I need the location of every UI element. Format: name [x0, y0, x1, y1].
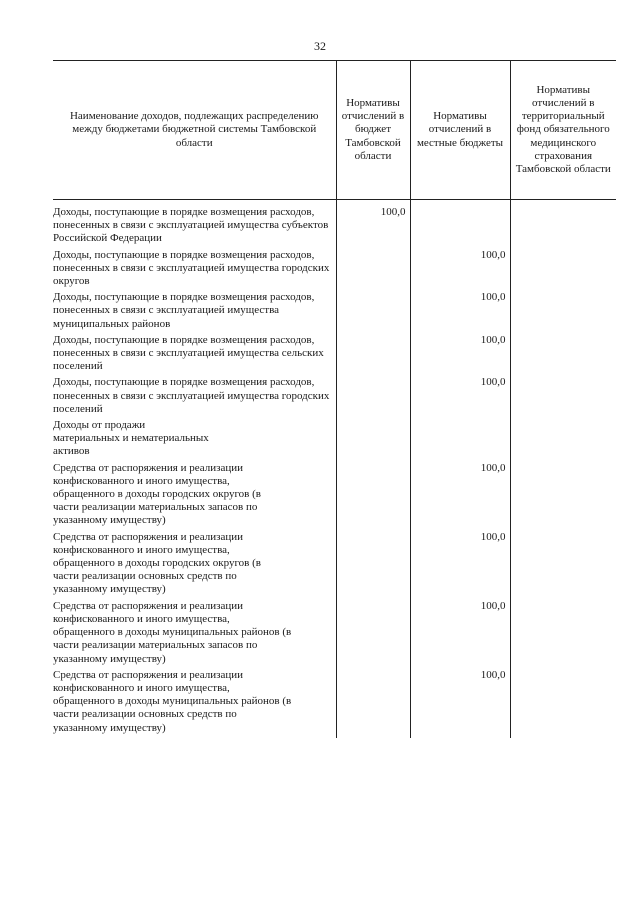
fund-value [510, 419, 616, 462]
regional-value [336, 334, 410, 377]
table-row [53, 462, 616, 531]
revenue-name: Доходы, поступающие в порядке возмещения расходов, понесенных в связи с эксплуатацией имущества городских округов [53, 248, 330, 288]
revenue-name: Средства от распоряжения и реализации конфискованного и иного имущества, обращенного в доходы городских округов (в части реализации материальных запасов по указанному имуществу) [53, 461, 261, 527]
regional-value [336, 462, 410, 531]
header-regional-budget: Нормативы отчислений в бюджет Тамбовской области [336, 61, 410, 200]
regional-value [336, 531, 410, 600]
local-value: 100,0 [410, 462, 510, 531]
revenue-name: Доходы, поступающие в порядке возмещения расходов, понесенных в связи с эксплуатацией имущества муниципальных районов [53, 291, 315, 330]
regional-value [336, 249, 410, 292]
local-value [410, 419, 510, 462]
local-value: 100,0 [410, 334, 510, 377]
fund-value [510, 249, 616, 292]
revenue-name: Средства от распоряжения и реализации конфискованного и иного имущества, обращенного в доходы муниципальных районов (в части реализации основных средств по указанному имуществу) [53, 668, 292, 734]
local-value: 100,0 [410, 669, 510, 738]
fund-value [510, 376, 616, 419]
regional-value [336, 291, 410, 334]
fund-value [510, 600, 616, 669]
revenue-name: Средства от распоряжения и реализации конфискованного и иного имущества, обращенного в доходы муниципальных районов (в части реализации материальных запасов по указанному имуществу) [53, 599, 292, 665]
table-row [53, 531, 616, 600]
regional-value [336, 376, 410, 419]
fund-value [510, 669, 616, 738]
regional-value [336, 669, 410, 738]
local-value: 100,0 [410, 376, 510, 419]
local-value: 100,0 [410, 600, 510, 669]
table-row [53, 249, 616, 292]
revenue-name: Средства от распоряжения и реализации конфискованного и иного имущества, обращенного в доходы городских округов (в части реализации основных средств по указанному имуществу) [53, 530, 261, 596]
header-revenue-name: Наименование доходов, подлежащих распределению между бюджетами бюджетной системы Тамбовской области [53, 61, 336, 200]
revenue-name: Доходы, поступающие в порядке возмещения расходов, понесенных в связи с эксплуатацией имущества субъектов Российской Федерации [53, 206, 329, 245]
local-value: 100,0 [410, 291, 510, 334]
page-number: 32 [314, 39, 326, 53]
regional-value [336, 600, 410, 669]
table-header-row [53, 61, 616, 200]
table-row [53, 600, 616, 669]
fund-value [510, 462, 616, 531]
table-row [53, 419, 616, 462]
fund-value [510, 531, 616, 600]
revenue-distribution-table [53, 60, 616, 738]
fund-value [510, 334, 616, 377]
local-value: 100,0 [410, 531, 510, 600]
regional-value [336, 419, 410, 462]
table-row [53, 291, 616, 334]
local-value: 100,0 [410, 249, 510, 292]
table-row [53, 669, 616, 738]
regional-value: 100,0 [336, 200, 410, 249]
fund-value [510, 291, 616, 334]
table-row [53, 200, 616, 249]
table-row [53, 334, 616, 377]
revenue-name: Доходы от продажи материальных и нематериальных активов [53, 419, 209, 458]
revenue-name: Доходы, поступающие в порядке возмещения расходов, понесенных в связи с эксплуатацией имущества городских поселений [53, 376, 330, 415]
header-medical-insurance-fund: Нормативы отчислений в территориальный фонд обязательного медицинского страхования Тамбовской области [510, 61, 616, 200]
header-local-budgets: Нормативы отчислений в местные бюджеты [410, 61, 510, 200]
revenue-name: Доходы, поступающие в порядке возмещения расходов, понесенных в связи с эксплуатацией имущества сельских поселений [53, 333, 324, 373]
fund-value [510, 200, 616, 249]
local-value [410, 200, 510, 249]
table-row [53, 376, 616, 419]
